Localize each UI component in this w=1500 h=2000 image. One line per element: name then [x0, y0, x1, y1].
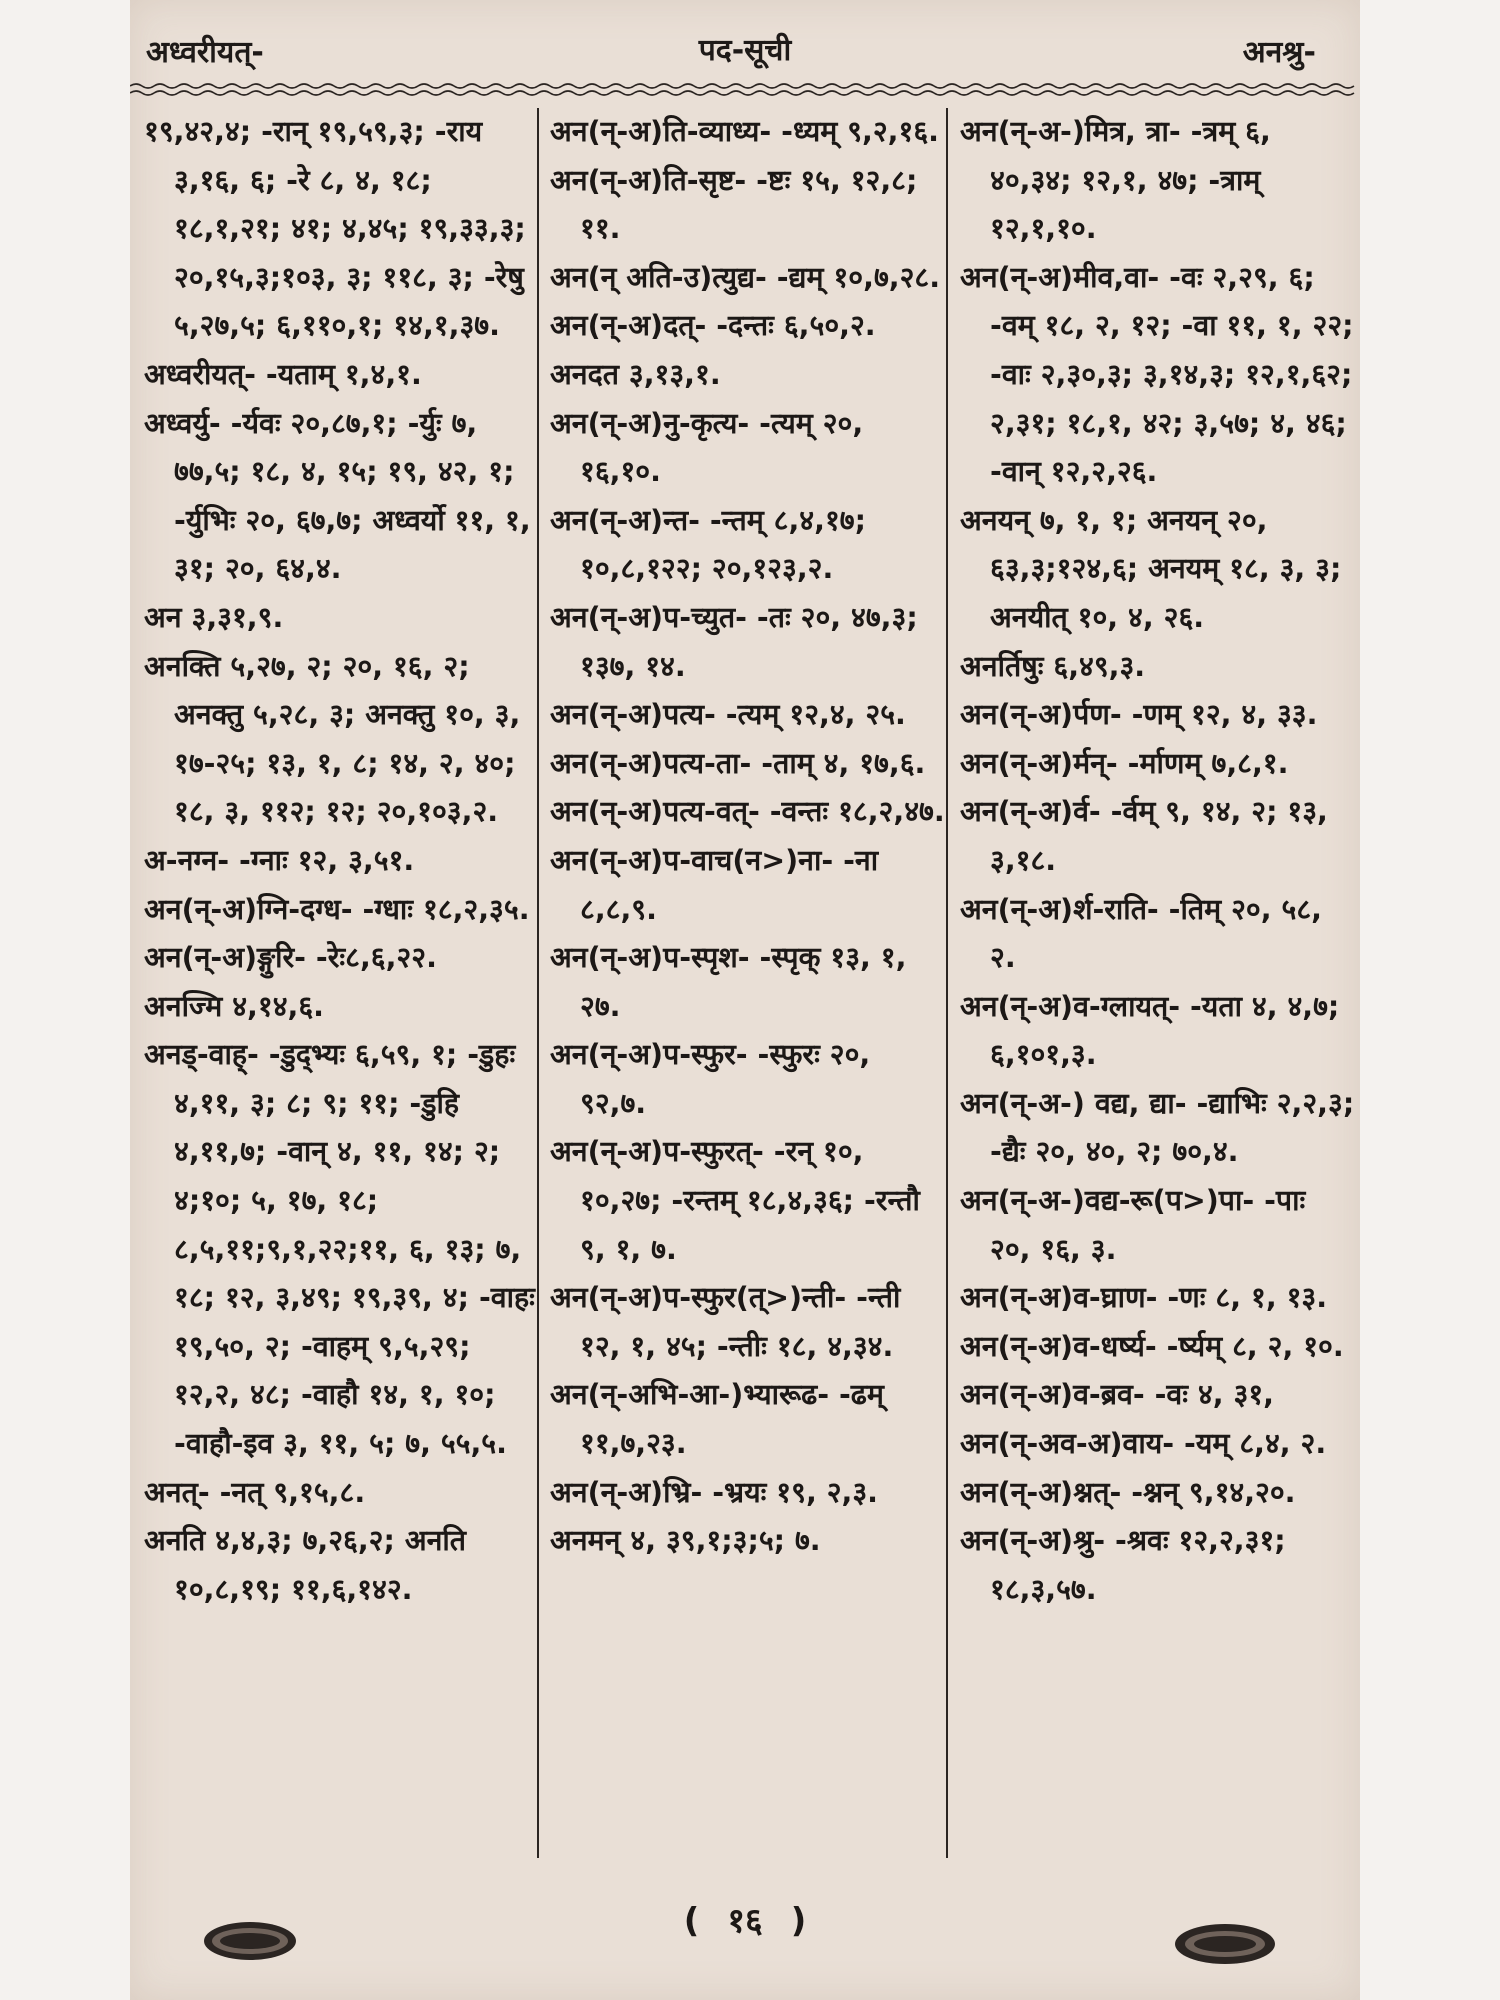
entry: अन(न्-अ)ग्नि-दग्ध- -ग्धाः १८,२,३५. [144, 892, 530, 926]
entry: अन(न्-अ)पत्य-ता- -ताम् ४, १७,६. [550, 746, 926, 780]
entry: अनर्तिषुः ६,४९,३. [960, 649, 1146, 683]
header-title: पद-सूची [698, 33, 792, 68]
header-left-guide-word: अध्वरीयत्- [146, 35, 264, 70]
entry: अन(न्-अ)भ्रि- -भ्रयः १९, २,३. [550, 1475, 878, 1509]
entry: अन(न्-अ)श्रु- -श्रवः १२,२,३१; १८,३,५७. [960, 1524, 1286, 1606]
entry: अन(न्-अ)दत्- -दन्तः ६,५०,२. [550, 309, 876, 343]
entry: अन(न्-अ)प-स्फुर(त्>)न्ती- -न्ती १२, १, ४५; -न्तीः १८, ४,३४. [550, 1281, 901, 1363]
header-right-guide-word: अनश्रु- [1242, 35, 1316, 70]
entry: अन ३,३१,९. [144, 600, 284, 634]
entry: अनक्ति ५,२७, २; २०, १६, २; अनक्तु ५,२८, ३; अनक्तु १०, ३, १७-२५; १३, १, ८; १४, २, ४०; १८, ३, ११२; १२; २०,१०३,२. [144, 649, 521, 829]
header-wavy-rule [130, 80, 1360, 100]
entry: अन(न्-अ)प-स्पृश- -स्पृक् १३, १, २७. [550, 941, 907, 1023]
entry: अनयन् ७, १, १; अनयन् २०, ६३,३;१२४,६; अनयम् १८, ३, ३; अनयीत् १०, ४, २६. [960, 503, 1342, 634]
footer-close-paren: ) [790, 1901, 807, 1941]
entry: अनत्- -नत् ९,१५,८. [144, 1475, 366, 1509]
entry: अन(न्-अ)र्मन्- -र्माणम् ७,८,१. [960, 746, 1289, 780]
entry: अन(न्-अ)प-च्युत- -तः २०, ४७,३; १३७, १४. [550, 600, 918, 683]
entry: अ-नग्न- -ग्नाः १२, ३,५१. [144, 843, 415, 877]
footer-open-paren: ( [683, 1901, 700, 1941]
entry: अन(न्-अ)ति-सृष्ट- -ष्टः १५, १२,८; ११. [550, 163, 918, 246]
entry: अन(न्-अभि-आ-)भ्यारूढ- -ढम् ११,७,२३. [550, 1378, 884, 1461]
entry: अन(न्-अ)ति-व्याध्य- -ध्यम् ९,२,१६. [550, 115, 939, 148]
entry: अध्वर्यु- -र्यवः २०,८७,१; -र्युः ७, ७७,५; १८, ४, १५; १९, ४२, १; -र्युभिः २०, ६७,७; अध्वर्यो ११, १, ३१; २०, ६४,४. [144, 406, 531, 586]
entry: १९,४२,४; -रान् १९,५९,३; -राय ३,१६, ६; -रे ८, ४, १८; १८,१,२१; ४१; ४,४५; १९,३३,३; २०,१५,३;१०३, ३; ११८, ३; -रेषु ५,२७,५; ६,११०,१; १४,१,३७. [144, 115, 526, 343]
entry: अन(न्-अ)व-घ्राण- -णः ८, १, १३. [960, 1281, 1328, 1315]
column-divider-1 [537, 108, 539, 1858]
entry: अन(न्-अ)पत्य- -त्यम् १२,४, २५. [550, 698, 906, 732]
entry: अन(न्-अ)नु-कृत्य- -त्यम् २०, १६,१०. [550, 406, 864, 489]
entry: अन(न्-अ)श्नत्- -श्नन् ९,१४,२०. [960, 1475, 1296, 1509]
entry: अन(न्-अ)र्श-राति- -तिम् २०, ५८, २. [960, 892, 1322, 975]
entry: अन(न्-अ-)वद्य-रू(प>)पा- -पाः २०, १६, ३. [960, 1184, 1306, 1266]
column-1 [144, 108, 539, 1614]
entry: अन(न्-अव-अ)वाय- -यम् ८,४, २. [960, 1427, 1327, 1461]
entry: अनदत ३,१३,१. [550, 357, 721, 391]
entry: अन(न्-अ)न्त- -न्तम् ८,४,१७; १०,८,१२२; २०,१२३,२. [550, 503, 866, 586]
entry: अन(न्-अ-)मित्र, त्रा- -त्रम् ६, ४०,३४; १२,१, ४७; -त्राम् १२,१,१०. [960, 115, 1271, 246]
entry: अनमन् ४, ३९,१;३;५; ७. [550, 1524, 821, 1558]
ornament-right-icon [1170, 1920, 1280, 1968]
entry: अन(न्-अ)पत्य-वत्- -वन्तः १८,२,४७. [550, 795, 945, 829]
entry: अन(न्-अ)प-स्फुरत्- -रन् १०, १०,२७; -रन्तम् १८,४,३६; -रन्तौ ९, १, ७. [550, 1135, 920, 1266]
entry: अन(न्-अ)प-स्फुर- -स्फुरः २०, ९२,७. [550, 1038, 871, 1120]
entry: अन(न्-अ)व-ग्लायत्- -यता ४, ४,७; ६,१०१,३. [960, 989, 1340, 1072]
entry: अन(न्-अ)र्व- -र्वम् ९, १४, २; १३, ३,१८. [960, 795, 1328, 877]
entry: अन(न्-अ)व-धर्ष्य- -र्ष्यम् ८, २, १०. [960, 1329, 1344, 1363]
entry: अन(न्-अ)मीव,वा- -वः २,२९, ६; -वम् १८, २, १२; -वा ११, १, २२; -वाः २,३०,३; ३,१४,३; १२,१,६२; २,३१; १८,१, ४२; ३,५७; ४, ४६; -वान् १२,२,२६. [960, 260, 1354, 489]
entry: अन(न्-अ)प-वाच(न>)ना- -ना ८,८,९. [550, 843, 879, 926]
page-header [130, 24, 1360, 70]
entry: अन(न् अति-उ)त्युद्य- -द्यम् १०,७,२८. [550, 260, 941, 294]
entry: अन(न्-अ)र्पण- -णम् १२, ४, ३३. [960, 698, 1318, 732]
entry: अनड्-वाह्- -डुद्भ्यः ६,५९, १; -डुहः ४,११, ३; ८; ९; ११; -डुहि ४,११,७; -वान् ४, ११, १४; २; ४;१०; ५, १७, १८; ८,५,११;९,१,२२;११, ६, १३; ७, १८; १२, ३,४९; १९,३९, ४; -वाहः १९,५०, २; -वाहम् ९,५,२९; १२,२, ४८; -वाहौ १४, १, १०; -वाहौ-इव ३, ११, ५; ७, ५५,५. [144, 1038, 535, 1461]
column-2 [550, 108, 945, 1566]
page-number: १६ [727, 1901, 763, 1941]
dictionary-page [130, 0, 1360, 2000]
entry: अनज्मि ४,१४,६. [144, 989, 325, 1023]
column-3 [960, 108, 1355, 1614]
entry: अन(न्-अ-) वद्य, द्या- -द्याभिः २,२,३; -द्यैः २०, ४०, २; ७०,४. [960, 1086, 1355, 1169]
entry: अनति ४,४,३; ७,२६,२; अनति १०,८,१९; ११,६,१४२. [144, 1524, 467, 1606]
column-divider-2 [946, 108, 948, 1858]
entry: अध्वरीयत्- -यताम् १,४,१. [144, 357, 422, 391]
entry: अन(न्-अ)व-ब्रव- -वः ४, ३१, [960, 1378, 1274, 1412]
entry: अन(न्-अ)ङ्गुरि- -रेः८,६,२२. [144, 941, 437, 975]
